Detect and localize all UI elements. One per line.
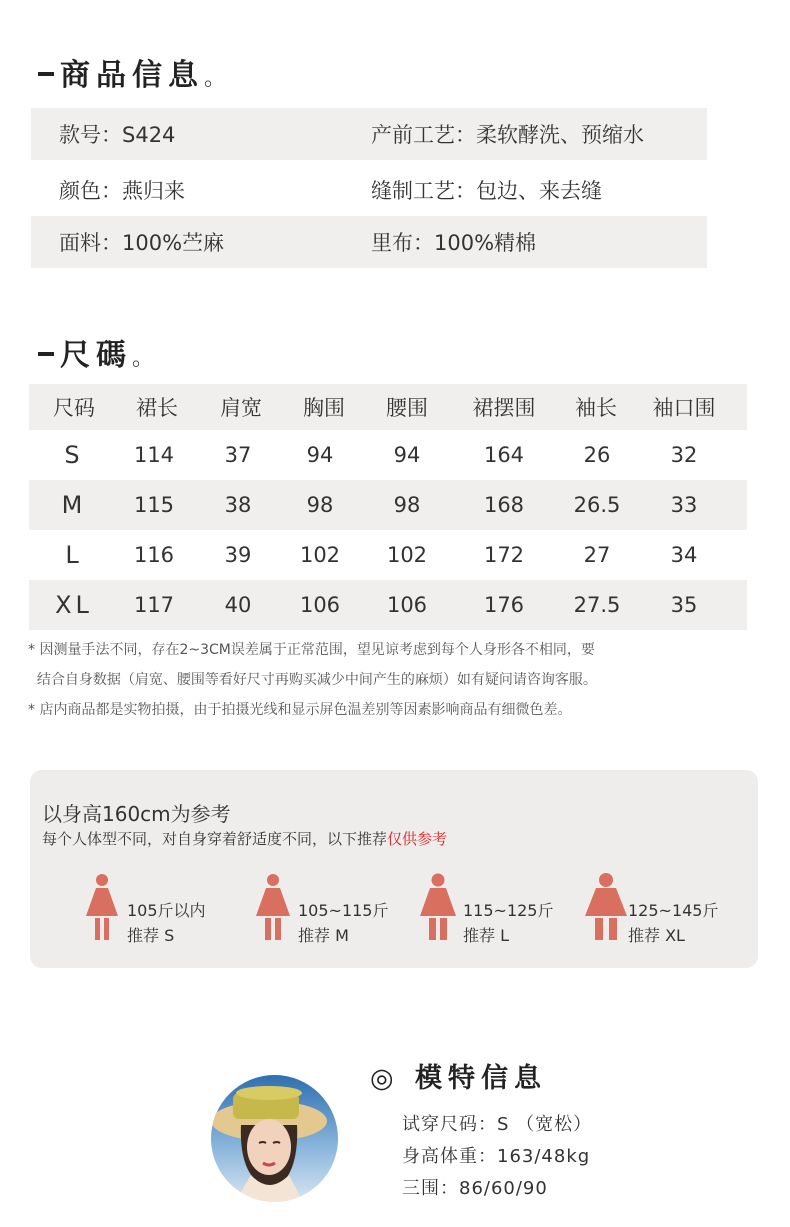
recommend-weight: 125~145斤 [628,901,719,920]
recommend-size: 推荐 S [127,926,175,945]
size-note-3: * 店内商品都是实物拍摄，由于拍摄光线和显示屏色温差别等因素影响商品有细微色差。 [28,702,572,718]
recommend-highlight: 仅供参考 [387,830,448,848]
info-style-number: 款号：S424 [59,123,176,147]
info-row-style [31,108,707,160]
recommend-weight: 105~115斤 [298,901,389,920]
woman-figure-icon [419,872,457,944]
title-dash [38,72,54,76]
table-cell: 115 [133,493,175,517]
table-cell: 168 [483,493,525,517]
recommend-weight: 115~125斤 [463,901,554,920]
table-cell: 102 [386,543,428,567]
table-cell: 39 [224,543,252,567]
size-recommend-panel [30,770,758,968]
model-try-size: 试穿尺码：S （宽松） [402,1114,593,1135]
header-cell: 肩宽 [220,396,262,420]
info-fabric: 面料：100%苎麻 [59,231,225,255]
table-cell: 114 [133,443,175,467]
table-cell: 98 [306,493,334,517]
info-pre-process: 产前工艺：柔软酵洗、预缩水 [371,123,644,147]
woman-figure-icon [584,872,628,944]
table-cell: 33 [670,493,698,517]
header-cell: 胸围 [303,396,345,420]
table-cell: 94 [393,443,421,467]
info-color: 颜色：燕归来 [59,179,185,203]
recommend-size: 推荐 L [463,926,510,945]
recommend-size: 推荐 M [298,926,349,945]
table-row [29,580,747,630]
table-cell: 37 [224,443,252,467]
header-cell: 袖口围 [652,396,716,420]
size-title-text: 尺碼 [60,338,132,373]
size-note-2: 结合自身数据（肩宽、腰围等看好尺寸再购买减少中间产生的麻烦）如有疑问请咨询客服。 [28,672,597,688]
table-cell: 117 [133,593,175,617]
table-cell: 38 [224,493,252,517]
header-cell: 裙长 [136,396,178,420]
size-cell: L [65,541,83,569]
info-row-color [31,164,707,216]
recommend-subtitle [42,828,447,849]
table-row [29,530,747,580]
recommend-subtitle-text: 每个人体型不同，对自身穿着舒适度不同，以下推荐 [42,830,388,848]
woman-figure-icon [83,872,121,944]
table-cell: 40 [224,593,252,617]
size-title [38,330,154,374]
product-info-title-text: 商品信息 [60,58,204,93]
table-cell: 102 [299,543,341,567]
size-note-1: * 因测量手法不同，存在2~3CM误差属于正常范围，望见谅考虑到每个人身形各不相同，要 [28,642,595,658]
size-cell: M [61,491,87,519]
header-cell: 腰围 [386,396,428,420]
model-avatar [211,1075,338,1202]
title-dash [38,352,54,356]
table-cell: 94 [306,443,334,467]
recommend-size: 推荐 XL [628,926,685,945]
table-cell: 26 [583,443,611,467]
table-row [29,480,747,530]
recommend-weight: 105斤以内 [127,901,206,920]
size-cell: S [64,441,84,469]
size-table [29,384,747,630]
model-info-title: ◎ 模特信息 [370,1063,547,1094]
title-dot: 。 [204,66,227,91]
table-row [29,430,747,480]
info-sewing: 缝制工艺：包边、来去缝 [371,179,602,203]
table-cell: 172 [483,543,525,567]
size-table-header [29,384,747,430]
table-cell: 98 [393,493,421,517]
info-lining: 里布：100%精棉 [371,231,537,255]
title-dot: 。 [132,346,155,371]
table-cell: 34 [670,543,698,567]
table-cell: 26.5 [573,493,621,517]
header-cell: 尺码 [53,396,95,420]
table-cell: 35 [670,593,698,617]
model-height-weight: 身高体重：163/48kg [402,1146,591,1167]
info-row-fabric [31,216,707,268]
table-cell: 106 [299,593,341,617]
recommend-title: 以身高160cm为参考 [42,802,231,826]
product-info-title [38,50,226,94]
header-cell: 袖长 [575,396,617,420]
table-cell: 164 [483,443,525,467]
table-cell: 27 [583,543,611,567]
table-cell: 116 [133,543,175,567]
table-cell: 27.5 [573,593,621,617]
table-cell: 106 [386,593,428,617]
table-cell: 32 [670,443,698,467]
table-cell: 176 [483,593,525,617]
size-cell: XL [55,591,93,619]
model-photo-icon [211,1075,338,1202]
model-measurements: 三围：86/60/90 [402,1178,548,1199]
woman-figure-icon [254,872,292,944]
header-cell: 裙摆围 [472,396,536,420]
